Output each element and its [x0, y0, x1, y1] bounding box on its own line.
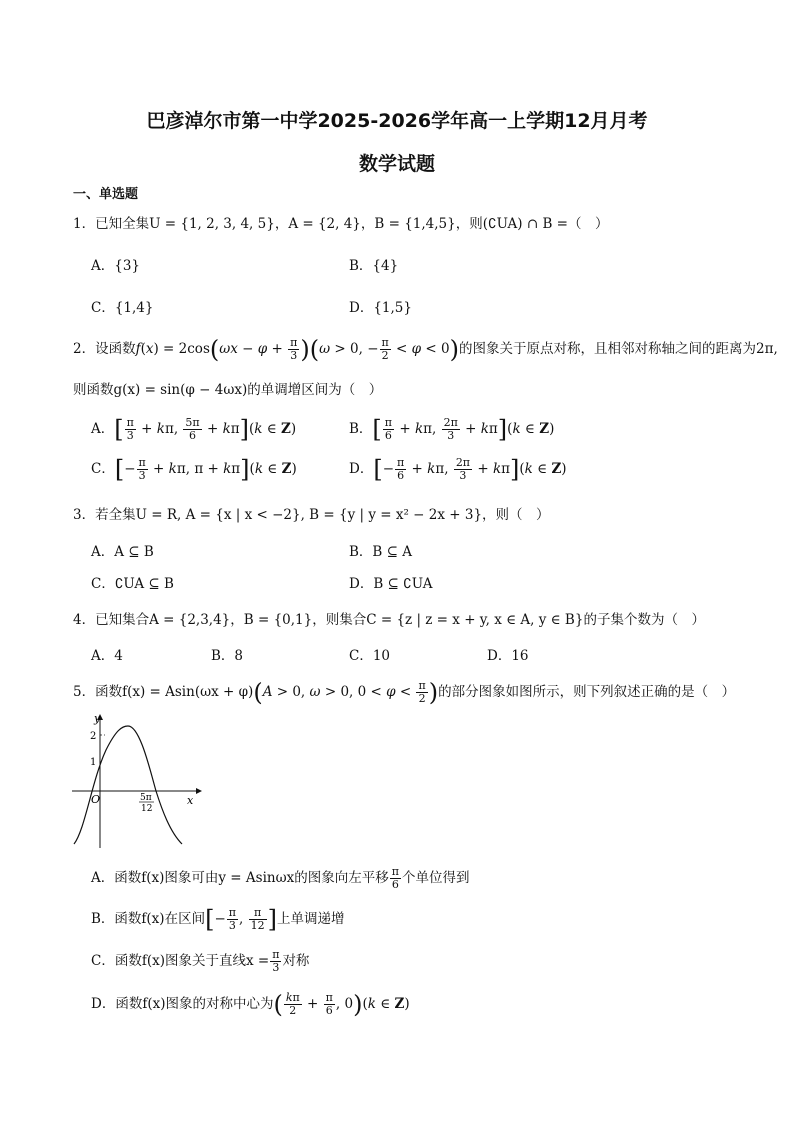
tick-label-12: 12	[141, 804, 153, 814]
question-3-stem: 3．若全集U = R, A = {x | x < −2}, B = {y | y = x² − 2x + 3}，则（ ）	[73, 507, 550, 523]
q3-option-c: C．∁UA ⊆ B	[91, 576, 174, 592]
sine-curve	[74, 726, 182, 844]
q1-option-b: B．{4}	[349, 258, 399, 274]
q2-option-a: A．[ $\frac{\pi}{3}$ + kπ, $\frac{5\pi}{6}$ + kπ](k ∈ Z)	[91, 415, 297, 444]
q2-option-d: D．[− $\frac{\pi}{6}$ + kπ, $\frac{2\pi}{3}$ + kπ](k ∈ Z)	[349, 455, 567, 484]
question-2-stem-line2: 则函数g(x) = sin(φ − 4ωx)的单调增区间为（ ）	[73, 382, 383, 398]
q5-option-d: D．函数f(x)图象的对称中心为( $\frac{k\pi}{2}$ + $\frac{\pi}{6}$ , 0)(k ∈ Z)	[91, 990, 410, 1019]
q2-option-c: C．[− $\frac{\pi}{3}$ + kπ, π + kπ](k ∈ Z)	[91, 455, 297, 484]
tick-label-2: 2	[90, 731, 97, 742]
q2-stem-post: 的图象关于原点对称，且相邻对称轴之间的距离为2π,	[458, 341, 778, 357]
q4-option-d: D．16	[487, 648, 529, 664]
q4-option-b: B．8	[211, 648, 244, 664]
x-axis-label: x	[187, 794, 194, 807]
question-2-stem: 2．设函数f(x) = 2cos(ωx − φ + $\frac{\pi}{3}$ )(ω > 0, − $\frac{\pi}{2}$ < φ < 0)的图象关于原点对称，且相邻对称轴之间的距离为2π,	[73, 335, 778, 364]
q1-option-d: D．{1,5}	[349, 300, 412, 316]
q4-option-a: A．4	[91, 648, 123, 664]
origin-label: O	[91, 793, 101, 806]
section-heading: 一、单选题	[73, 187, 139, 202]
q2-option-b: B．[ $\frac{\pi}{6}$ + kπ, $\frac{2\pi}{3}$ + kπ](k ∈ Z)	[349, 415, 555, 444]
q4-option-c: C．10	[349, 648, 391, 664]
q5-option-a: A．函数f(x)图象可由y = Asinωx的图象向左平移 $\frac{\pi}{6}$ 个单位得到	[91, 865, 470, 891]
exam-title: 巴彦淖尔市第一中学2025-2026学年高一上学期12月月考	[146, 110, 648, 132]
q3-option-b: B．B ⊆ A	[349, 544, 412, 560]
q5-option-c: C．函数f(x)图象关于直线x = $\frac{\pi}{3}$ 对称	[91, 948, 310, 974]
sine-graph-figure	[70, 710, 202, 850]
tick-label-5pi: 5π	[140, 793, 152, 803]
q3-option-d: D．B ⊆ ∁UA	[349, 576, 433, 592]
q5-option-b: B．函数f(x)在区间[− $\frac{\pi}{3}$ , $\frac{\pi}{12}$ ]上单调递增	[91, 905, 345, 934]
q3-option-a: A．A ⊆ B	[91, 544, 154, 560]
exam-subtitle: 数学试题	[358, 153, 435, 175]
q1-option-c: C．{1,4}	[91, 300, 154, 316]
x-axis-arrow	[196, 788, 202, 794]
y-axis-label: y	[94, 712, 101, 725]
q2-stem-pre: 2．设函数	[73, 341, 136, 357]
question-1-stem: 1．已知全集U = {1, 2, 3, 4, 5}，A = {2, 4}，B = {1,4,5}，则(∁UA) ∩ B =（ ）	[73, 216, 609, 232]
tick-label-1: 1	[90, 757, 97, 768]
question-5-stem: 5．函数f(x) = Asin(ωx + φ)(A > 0, ω > 0, 0 < φ < $\frac{\pi}{2}$ )的部分图象如图所示，则下列叙述正确的是（ ）	[73, 678, 736, 707]
question-4-stem: 4．已知集合A = {2,3,4}，B = {0,1}，则集合C = {z | z = x + y, x ∈ A, y ∈ B}的子集个数为（ ）	[73, 612, 705, 628]
q1-option-a: A．{3}	[91, 258, 141, 274]
